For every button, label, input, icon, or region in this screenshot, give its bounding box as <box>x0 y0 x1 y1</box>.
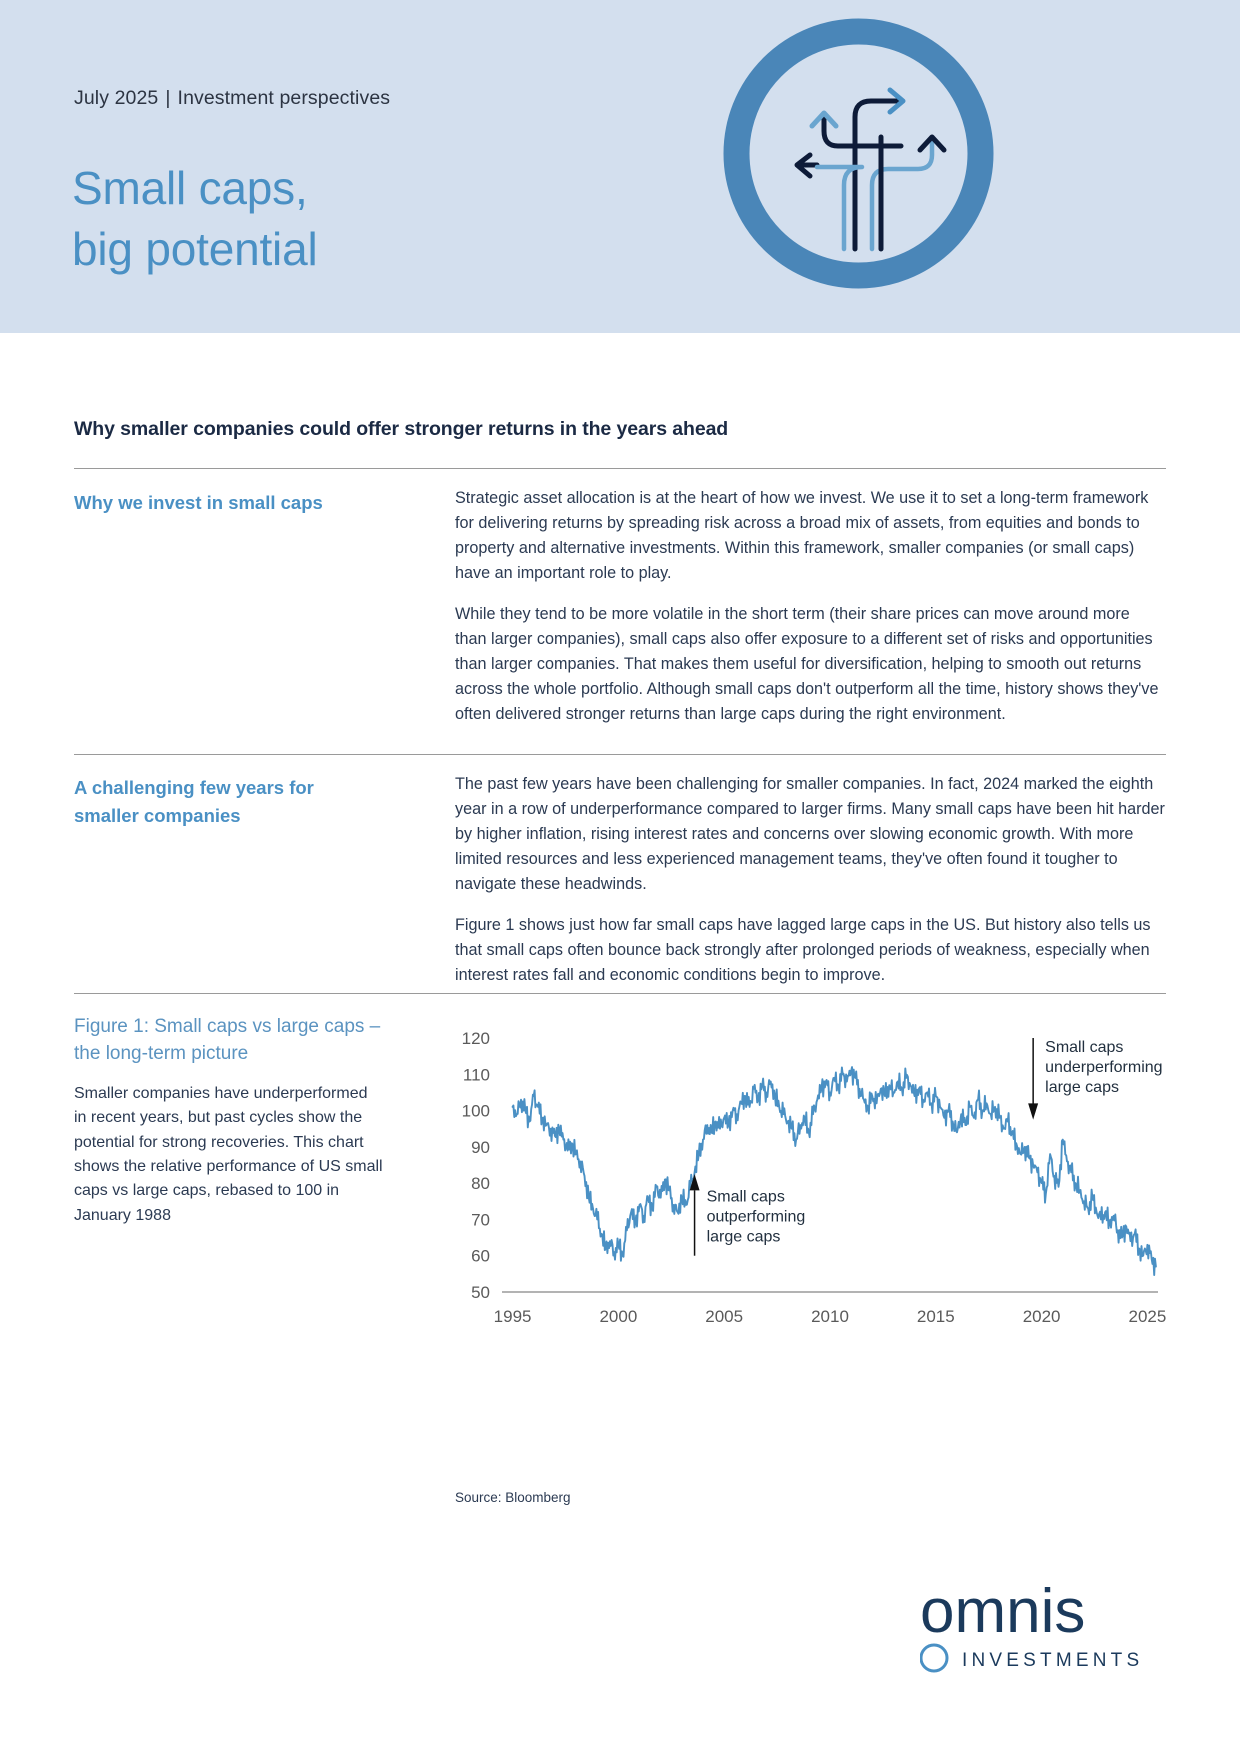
kicker-label: Investment perspectives <box>177 87 391 109</box>
y-axis-tick-label: 60 <box>471 1246 490 1266</box>
annotation-label-outperforming: large caps <box>706 1228 781 1246</box>
x-axis-tick-label: 1995 <box>493 1307 532 1326</box>
page-title-line2: big potential <box>72 223 318 276</box>
x-axis-tick-label: 2000 <box>599 1307 638 1326</box>
divider-rule-2 <box>74 754 1166 755</box>
branching-arrows-circle-icon <box>722 17 995 290</box>
annotation-arrow-head-down-icon <box>1028 1103 1038 1119</box>
omnis-sub-wordmark: INVESTMENTS <box>962 1650 1144 1671</box>
figure-title: Figure 1: Small caps vs large caps – the long-term picture <box>74 1016 381 1064</box>
x-axis-tick-label: 2020 <box>1022 1307 1061 1326</box>
kicker-separator: | <box>165 87 171 109</box>
header-kicker <box>74 87 390 110</box>
x-axis-tick-label: 2015 <box>916 1307 955 1326</box>
y-axis-tick-label: 120 <box>461 1029 490 1048</box>
x-axis-tick-label: 2025 <box>1128 1307 1167 1326</box>
chart-line-series <box>513 1067 1156 1275</box>
y-axis-tick-label: 80 <box>471 1174 490 1194</box>
y-axis-tick-label: 50 <box>471 1283 490 1302</box>
omnis-circle-icon <box>921 1645 947 1671</box>
paragraph: While they tend to be more volatile in the short term (their share prices can move around more than larger companies), small caps also offer exposure to a different set of risks and opportunities than larger companies. That makes them useful for diversification, helping to smooth out returns across the whole portfolio. Although small caps don't outperform all the time, history shows they've often delivered stronger returns than large caps during the right environment. <box>455 604 1159 723</box>
divider-rule-3 <box>74 993 1166 994</box>
header-band <box>0 0 1240 333</box>
section-heading-challenging-years: A challenging few years for smaller companies <box>74 777 314 826</box>
section-heading-why-we-invest: Why we invest in small caps <box>74 492 323 513</box>
paragraph: The past few years have been challenging for smaller companies. In fact, 2024 marked the eighth year in a row of underperformance compared to larger firms. Many small caps have been hit harder by higher inflation, rising interest rates and concerns over slowing economic growth. With more limited resources and less experienced management teams, they've often found it tougher to navigate these headwinds. <box>455 775 1165 893</box>
divider-rule-1 <box>74 468 1166 469</box>
omnis-wordmark: omnis <box>920 1577 1086 1646</box>
annotation-label-underperforming: large caps <box>1045 1079 1119 1096</box>
figure-description: Smaller companies have underperformed in recent years, but past cycles show the potential for strong recoveries. This chart shows the relative performance of US small caps vs large caps, rebased to 100 in January 1988 <box>74 1085 383 1224</box>
omnis-investments-logo <box>920 1570 1170 1690</box>
x-axis-tick-label: 2005 <box>705 1307 744 1326</box>
annotation-label-outperforming: outperforming <box>706 1208 806 1226</box>
page-title <box>72 158 317 280</box>
annotation-label-underperforming: Small caps <box>1045 1039 1124 1056</box>
y-axis-tick-label: 100 <box>461 1101 490 1121</box>
figure-1-chart <box>440 1020 1170 1350</box>
lead-statement: Why smaller companies could offer stronger returns in the years ahead <box>74 418 729 440</box>
y-axis-tick-label: 110 <box>462 1065 490 1085</box>
annotation-label-outperforming: Small caps <box>706 1188 785 1206</box>
section-body-challenging-years <box>455 772 1165 988</box>
annotation-label-underperforming: underperforming <box>1045 1059 1163 1076</box>
paragraph: Figure 1 shows just how far small caps have lagged large caps in the US. But history also tells us that small caps often bounce back strongly after prolonged periods of weakness, especially when interest rates fall and economic conditions begin to improve. <box>455 915 1151 984</box>
x-axis-tick-label: 2010 <box>811 1307 849 1326</box>
y-axis-tick-label: 70 <box>471 1210 490 1230</box>
page-title-line1: Small caps, <box>72 162 308 214</box>
section-body-why-we-invest <box>455 486 1165 726</box>
chart-source: Source: Bloomberg <box>455 1490 571 1505</box>
kicker-date: July 2025 <box>74 87 159 109</box>
y-axis-tick-label: 90 <box>471 1137 490 1157</box>
paragraph: Strategic asset allocation is at the heart of how we invest. We use it to set a long-term framework for delivering returns by spreading risk across a broad mix of assets, from equities and bonds to property and alternative investments. Within this framework, smaller companies (or small caps) have an important role to play. <box>455 489 1149 582</box>
